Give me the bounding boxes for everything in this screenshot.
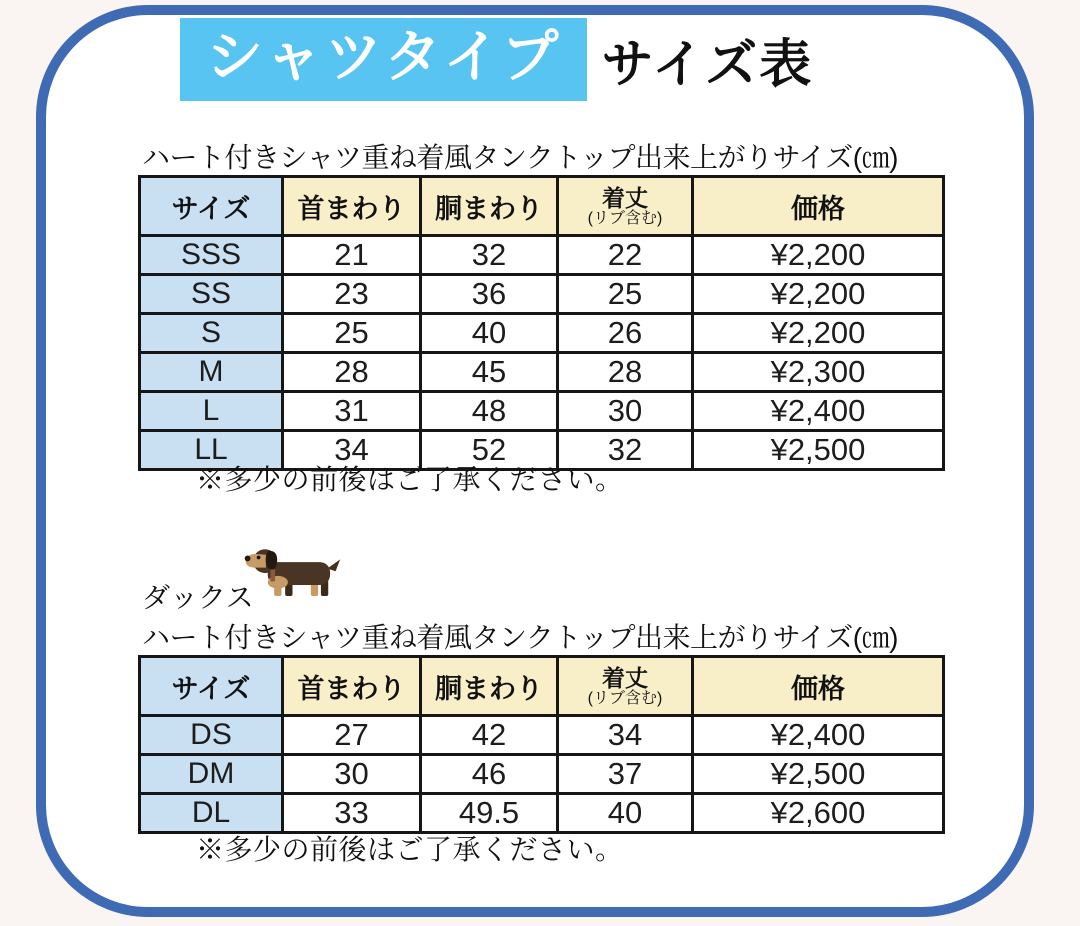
value-cell: 34 bbox=[283, 431, 421, 470]
title-suffix: サイズ表 bbox=[601, 35, 814, 94]
value-cell: 32 bbox=[558, 431, 693, 470]
value-cell: 52 bbox=[421, 431, 558, 470]
value-cell: ¥2,300 bbox=[693, 353, 944, 392]
table-row bbox=[140, 755, 944, 794]
column-header: 価格 bbox=[693, 177, 944, 236]
dachshund-label: ダックス bbox=[142, 582, 254, 613]
title-highlight: シャツタイプ bbox=[180, 18, 587, 101]
size-cell: SSS bbox=[140, 236, 283, 275]
column-header: 首まわり bbox=[283, 177, 421, 236]
value-cell: 26 bbox=[558, 314, 693, 353]
column-header: 着丈 (リブ含む) bbox=[558, 657, 693, 716]
value-cell: 31 bbox=[283, 392, 421, 431]
value-cell: ¥2,600 bbox=[693, 794, 944, 833]
value-cell: 28 bbox=[283, 353, 421, 392]
value-cell: 21 bbox=[283, 236, 421, 275]
value-cell: 22 bbox=[558, 236, 693, 275]
size-table-dachshund bbox=[138, 655, 945, 834]
table-row bbox=[140, 794, 944, 833]
value-cell: 25 bbox=[558, 275, 693, 314]
value-cell: 40 bbox=[421, 314, 558, 353]
column-header: 胴まわり bbox=[421, 657, 558, 716]
size-cell: LL bbox=[140, 431, 283, 470]
size-cell: L bbox=[140, 392, 283, 431]
value-cell: 40 bbox=[558, 794, 693, 833]
value-cell: ¥2,500 bbox=[693, 431, 944, 470]
value-cell: ¥2,500 bbox=[693, 755, 944, 794]
size-cell: SS bbox=[140, 275, 283, 314]
value-cell: ¥2,400 bbox=[693, 716, 944, 755]
value-cell: 30 bbox=[283, 755, 421, 794]
size-cell: S bbox=[140, 314, 283, 353]
value-cell: ¥2,200 bbox=[693, 314, 944, 353]
value-cell: 46 bbox=[421, 755, 558, 794]
page-title bbox=[180, 18, 813, 101]
value-cell: 25 bbox=[283, 314, 421, 353]
table-row bbox=[140, 353, 944, 392]
value-cell: 49.5 bbox=[421, 794, 558, 833]
value-cell: 37 bbox=[558, 755, 693, 794]
dachshund-icon bbox=[243, 541, 353, 607]
column-header: 胴まわり bbox=[421, 177, 558, 236]
table-row bbox=[140, 392, 944, 431]
size-cell: M bbox=[140, 353, 283, 392]
value-cell: 28 bbox=[558, 353, 693, 392]
value-cell: 33 bbox=[283, 794, 421, 833]
column-header: サイズ bbox=[140, 657, 283, 716]
value-cell: 30 bbox=[558, 392, 693, 431]
header-row bbox=[140, 177, 944, 236]
table-row bbox=[140, 275, 944, 314]
value-cell: 48 bbox=[421, 392, 558, 431]
header-row bbox=[140, 657, 944, 716]
table-row bbox=[140, 236, 944, 275]
column-header: 首まわり bbox=[283, 657, 421, 716]
column-header: 着丈 (リブ含む) bbox=[558, 177, 693, 236]
size-table-shirt bbox=[138, 175, 945, 471]
table2-note: ※多少の前後はご了承ください。 bbox=[196, 834, 624, 865]
size-cell: DL bbox=[140, 794, 283, 833]
table1-caption: ハート付きシャツ重ね着風タンクトップ出来上がりサイズ(㎝) bbox=[142, 142, 898, 173]
column-header: サイズ bbox=[140, 177, 283, 236]
table-row bbox=[140, 716, 944, 755]
table1-note: ※多少の前後はご了承ください。 bbox=[196, 464, 624, 495]
size-cell: DS bbox=[140, 716, 283, 755]
value-cell: 32 bbox=[421, 236, 558, 275]
value-cell: ¥2,200 bbox=[693, 275, 944, 314]
value-cell: ¥2,400 bbox=[693, 392, 944, 431]
table2-caption: ハート付きシャツ重ね着風タンクトップ出来上がりサイズ(㎝) bbox=[142, 622, 898, 653]
size-cell: DM bbox=[140, 755, 283, 794]
value-cell: 36 bbox=[421, 275, 558, 314]
value-cell: 27 bbox=[283, 716, 421, 755]
column-header: 価格 bbox=[693, 657, 944, 716]
value-cell: 42 bbox=[421, 716, 558, 755]
table-row bbox=[140, 314, 944, 353]
value-cell: 23 bbox=[283, 275, 421, 314]
value-cell: 34 bbox=[558, 716, 693, 755]
value-cell: 45 bbox=[421, 353, 558, 392]
value-cell: ¥2,200 bbox=[693, 236, 944, 275]
